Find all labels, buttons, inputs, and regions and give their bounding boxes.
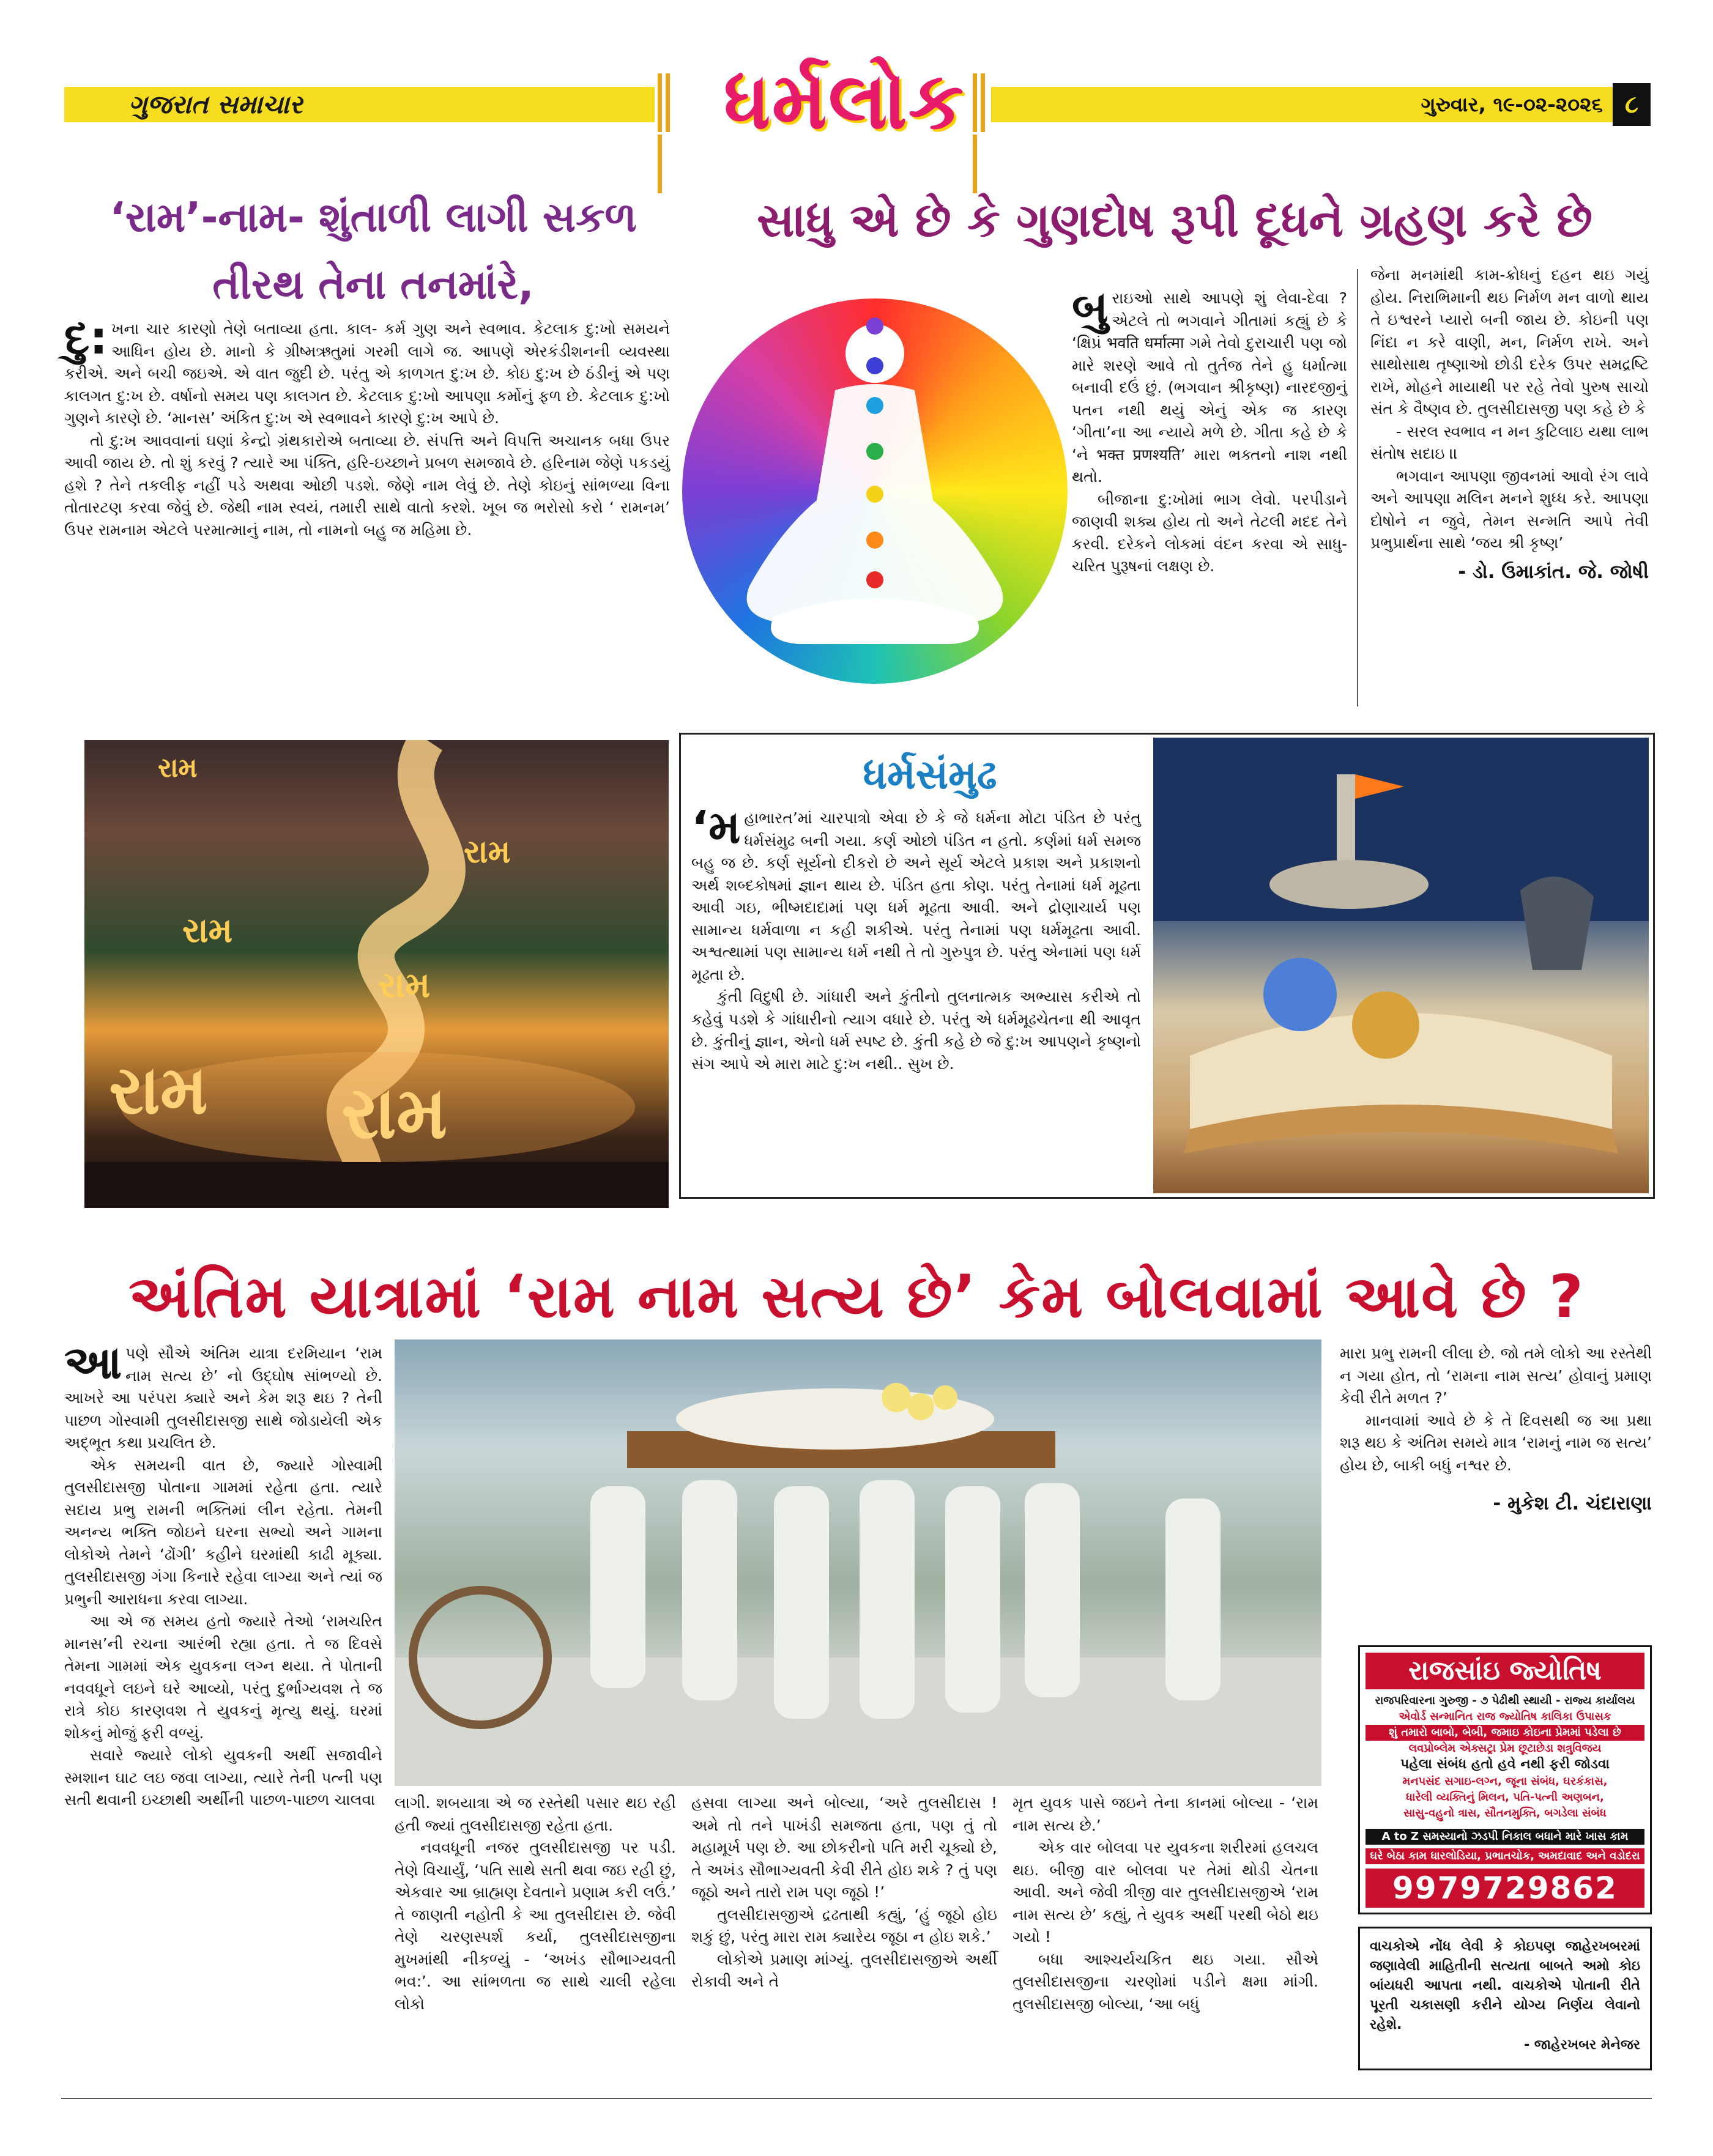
ram-word: રામ [341, 1070, 448, 1155]
notice-text: વાચકોએ નોંધ લેવી કે કોઇપણ જાહેરખબરમાં જણાવેલી માહિતીની સત્યતા બાબતે અમો કોઇ બાંયધરી આપતા નથી. વાચકોએ પોતાની રીતે પૂરતી ચકાસણી કરીને યોગ્ય નિર્ણય લેવાનો રહેશે. [1370, 1939, 1640, 2032]
ram-word: રામ [182, 911, 233, 950]
chariot-book-artwork [1153, 738, 1649, 1193]
ad-line: શું તમારો બાબો, બેબી, જમાઇ કોઇના પ્રેમમાં પડેલા છે [1366, 1725, 1644, 1741]
procession-artwork [395, 1339, 1321, 1786]
ad-line: લવપ્રોબ્લેમ એક્સટ્રા પ્રેમ છૂટાછેડા શત્રુવિજય [1408, 1742, 1602, 1755]
article-antim-col2 [395, 1792, 676, 2015]
article-antim-paragraph: આ એ જ સમય હતો જ્યારે તેઓ ‘રામચરિત માનસ’ની રચના આરંભી રહ્યા હતા. તે જ દિવસે તેમના ગામમાં એક યુવકના લગ્ન થયા. તે પોતાની નવવધૂને લઇને ઘરે આવ્યો, પરંતુ દુર્ભાગ્યવશ તે જ રાત્રે કોઇ કારણવશ તે યુવકનું મૃત્યુ થયું. ઘરમાં શોકનું મોજું ફરી વળ્યું. [64, 1612, 382, 1742]
ram-river-artwork [84, 740, 669, 1208]
article-antim-col5 [1340, 1343, 1652, 1515]
dropcap: આ [64, 1336, 122, 1389]
article-sadhu-col1 [1072, 281, 1347, 578]
article-antim-signature: - મુકેશ ટી. ચંદારાણા [1493, 1492, 1652, 1514]
article-antim-col4 [1013, 1792, 1318, 2015]
ram-river-image [84, 740, 669, 1208]
ram-word: રામ [464, 834, 511, 870]
article-sadhu-signature: - ડો. ઉમાકાંત. જે. જોષી [1458, 560, 1649, 583]
ad-line: સાસુ-વહુનો ત્રાસ, સૌતનમુક્તિ, બગડેલા સંબંધ [1403, 1807, 1607, 1820]
article-antim-paragraph: એક સમયની વાત છે, જ્યારે ગોસ્વામી તુલસીદાસજી પોતાના ગામમાં રહેતા હતા. ત્યારે સદાય પ્રભુ રામની ભક્તિમાં લીન રહેતા. તેમની અનન્ય ભક્તિ જોઇને ઘરના સભ્યો અને ગામના લોકોએ તેમને ‘ઢોંગી’ કહીને ઘરમાંથી કાઢી મૂક્યા. તુલસીદાસજી ગંગા કિનારે રહેવા લાગ્યા અને ત્યાં જ પ્રભુની આરાધના કરવા લાગ્યા. [64, 1456, 382, 1608]
headline-sadhu: સાધુ એ છે કે ગુણદોષ રૂપી દૂધને ગ્રહણ કરે છે [757, 193, 1592, 247]
ad-line: મનપસંદ સગાઇ-લગ્ન, જૂના સંબંધ, ઘરકંકાસ, [1402, 1775, 1608, 1788]
article-antim-paragraph: સવારે જ્યારે લોકો યુવકની અર્થી સજાવીને સ્મશાન ઘાટ લઇ જવા લાગ્યા, ત્યારે તેની પત્ની પણ સતી થવાની ઇચ્છાથી અર્થીની પાછળ-પાછળ ચાલવા [64, 1746, 382, 1809]
article-antim-col1 [64, 1336, 382, 1812]
ad-disclaimer-notice [1358, 1927, 1652, 2070]
ad-phone-number: 9979729862 [1366, 1869, 1644, 1908]
article-antim-col3 [691, 1792, 997, 1993]
article-ram-paragraph: દુ: ખના ચાર કારણો તેણે બતાવ્યા હતા. કાલ- કર્મ ગુણ અને સ્વભાવ. કેટલાક દુ:ખો સમયને આધિન હોય છે. માનો કે ગ્રીષ્મઋતુમાં ગરમી લાગે જ. આપણે એરકંડીશનની વ્યવસ્થા કરીએ. અને બચી જઇએ. એ વાત જુદી છે. પરંતુ એ કાળગત દુ:ખ છે. કોઇ દુ:ખ છે ઠંડીનું એ પણ કાલગત દુ:ખ છે. વર્ષાનો સમય પણ કાલગત છે. કેટલાક દુ:ખો આપણા કર્મોનું ફળ છે. કેટલાક દુ:ખો ગુણને કારણે છે. ‘માનસ’ અંકિત દુ:ખ એ સ્વભાવને કારણે દુ:ખ આપે છે. [64, 312, 670, 427]
article-antim-paragraph: માનવામાં આવે છે કે તે દિવસથી જ આ પ્રથા શરૂ થઇ કે અંતિમ સમયે માત્ર ‘રામનું નામ જ સત્ય’ હોય છે, બાકી બધું નશ્વર છે. [1340, 1411, 1652, 1474]
article-antim-paragraph: આપણે સૌએ અંતિમ યાત્રા દરમિયાન ‘રામ નામ સત્ય છે’ નો ઉદ્ઘોષ સાંભળ્યો છે. આખરે આ પરંપરા ક્યારે અને કેમ શરૂ થઇ ? તેની પાછળ ગોસ્વામી તુલસીદાસજી સાથે જોડાયેલી એક અદ્ભૂત કથા પ્રચલિત છે. [64, 1336, 382, 1451]
article-antim-paragraph: મૃત યુવક પાસે જઇને તેના કાનમાં બોલ્યા - ‘રામ નામ સત્ય છે.’ [1013, 1794, 1318, 1834]
paper-name: ગુજરાત સમાચાર [128, 89, 303, 119]
article-dharmasamudh-paragraph: કુંતી વિદુષી છે. ગાંધારી અને કુંતીનો તુલનાત્મક અભ્યાસ કરીએ તો કહેવું પડશે કે ગાંધારીનો ત્યાગ વધારે છે. પરંતુ એ ધર્મમૂઢચેતના થી આવૃત છે. કુંતીનું જ્ઞાન, એનો ધર્મ સ્પષ્ટ છે. કુંતી કહે છે જે દુ:ખ આપણને કૃષ્ણનો સંગ આપે એ મારા માટે દુ:ખ નથી.. સુખ છે. [691, 988, 1141, 1073]
article-sadhu-paragraph: ભગવાન આપણા જીવનમાં આવો રંગ લાવે અને આપણા મલિન મનને શુધ્ધ કરે. આપણા દોષોને ન જુવે, તેમન સન્મતિ આપે તેવી પ્રભુપ્રાર્થના સાથે ‘જય શ્રી કૃષ્ણ’ [1370, 467, 1649, 552]
notice-signature: - જાહેરખબર મેનેજર [1524, 2037, 1640, 2053]
ram-word: રામ [109, 1051, 208, 1129]
page-number: ૮ [1613, 83, 1651, 126]
headline-ram-naam: ‘રામ’-નામ- શુંતાળી લાગી સકળ તીરથ તેના તનમાંરે, [110, 193, 637, 308]
meditation-figure-icon [682, 298, 1068, 684]
article-sadhu-paragraph: બુરાઇઓ સાથે આપણે શું લેવા-દેવા ? એટલે તો ભગવાને ગીતામાં કહ્યું છે કે ‘ક્ષિપ્રં भवति धर्मात्मा ગમે તેવો દુરાચારી પણ જો મારે શરણે આવે તો તુર્તજ તેને હુ ધર્માત્મા બનાવી દઉં છું. (ભગવાન શ્રીકૃષ્ણ) નારદજીનું પતન નથી થયું એનું એક જ કારણ ‘ગીતા’ના આ ન્યાયે મળે છે. ગીતા કહે છે કે ‘ને भक्त प्रणश्यति’ મારા ભક્તનો નાશ નથી થતો. [1072, 281, 1347, 486]
masthead-divider-right [973, 73, 994, 132]
ad-line: પહેલા સંબંધ હતો હવે નથી ફરી જોડવા [1400, 1757, 1610, 1772]
dharmasamudh-title: ધર્મસંમુઢ [863, 751, 997, 798]
ad-line: એવોર્ડ સન્માનિત રાજ જ્યોતિષ કાલિકા ઉપાસક [1399, 1710, 1611, 1723]
article-sadhu-paragraph: બીજાના દુ:ખોમાં ભાગ લેવો. પરપીડાને જાણવી શક્ય હોય તો અને તેટલી મદદ તેને કરવી. દરેકને લોકમાં વંદન કરવા એ સાધુ-ચરિત પુરૂષનાં લક્ષણ છે. [1072, 490, 1347, 575]
gita-book-chariot-image [1153, 738, 1649, 1193]
article-antim-paragraph: લાગી. શબયાત્રા એ જ રસ્તેથી પસાર થઇ રહી હતી જ્યાં તુલસીદાસજી રહેતા હતા. [395, 1794, 676, 1834]
section-logo: ધર્મલોક [723, 55, 965, 147]
funeral-procession-image [395, 1339, 1321, 1786]
dropcap: બુ [1072, 281, 1109, 334]
article-antim-paragraph: લોકોએ પ્રમાણ માંગ્યું. તુલસીદાસજીએ અર્થી રોકાવી અને તે [691, 1950, 997, 1990]
article-antim-paragraph: તુલસીદાસજીએ દ્રઢતાથી કહ્યું, ‘હું જૂઠો હોઇ શકું છું, પરંતુ મારા રામ ક્યારેય જૂઠા ન હોઇ શકે.’ [691, 1905, 997, 1946]
masthead-divider-left [658, 73, 678, 132]
page-bottom-rule [61, 2098, 1652, 2099]
article-antim-paragraph: એક વાર બોલવા પર યુવકના શરીરમાં હલચલ થઇ. બીજી વાર બોલવા પર તેમાં થોડી ચેતના આવી. અને જેવી ત્રીજી વાર તુલસીદાસજીએ ‘રામ નામ સત્ય છે’ કહ્યું, તે યુવક અર્થી પરથી બેઠો થઇ ગયો ! [1013, 1839, 1318, 1946]
article-dharmasamudh-paragraph: ‘મહાભારત’માં ચારપાત્રો એવા છે કે જે ધર્મના મોટા પંડિત છે પરંતુ ધર્મસંમુઢ બની ગયા. કર્ણ ઓછો પંડિત ન હતો. કર્ણમાં ધર્મ સમજ બહુ જ છે. કર્ણ સૂર્યનો દીકરો છે અને સૂર્ય એટલે પ્રકાશ અને પ્રકાશનો અર્થ શબ્દકોષમાં જ્ઞાન થાય છે. પંડિત હતા કોણ. પરંતુ તેનામાં ધર્મ મૂઢતા આવી ગઇ, ભીષ્મદાદામાં પણ ધર્મ મૂઢતા આવી. અને દ્રોણાચાર્ય પણ સામાન્ય ધર્મવાળા ન કહી શકીએ. પરંતુ તેનામાં પણ ધર્મમૂઢતા આવી. અશ્વત્થામાં પણ સામાન્ય ધર્મ નથી તે તો ગુરુપુત્ર છે. પરંતુ એનામાં પણ ધર્મ મૂઢતા છે. [691, 801, 1141, 984]
article-antim-paragraph: મારા પ્રભુ રામની લીલા છે. જો તમે લોકો આ રસ્તેથી ન ગયા હોત, તો ‘રામના નામ સત્ય’ હોવાનું પ્રમાણ કેવી રીતે મળત ?’ [1340, 1344, 1652, 1407]
ad-line: A to Z સમસ્યાનો ઝડપી નિકાલ બધાને મારે ખાસ કામ [1366, 1829, 1644, 1845]
article-antim-paragraph: નવવધૂની નજર તુલસીદાસજી પર પડી. તેણે વિચાર્યું, ‘પતિ સાથે સતી થવા જઇ રહી છું, એકવાર આ બ્રાહ્મણ દેવતાને પ્રણામ કરી લઉં.’ તે જાણતી નહોતી કે આ તુલસીદાસ છે. જેવી તેણે ચરણસ્પર્શ કર્યા, તુલસીદાસજીના મુખમાંથી નીકળ્યું - ‘અખંડ સૌભાગ્યવતી ભવ:’. આ સાંભળતા જ સાથે ચાલી રહેલા લોકો [395, 1839, 676, 2013]
article-antim-paragraph: હસવા લાગ્યા અને બોલ્યા, ‘અરે તુલસીદાસ ! અમે તો તને પાખંડી સમજતા હતા, પણ તું તો મહામૂર્ખ પણ છે. આ છોકરીનો પતિ મરી ચૂક્યો છે, તે અખંડ સૌભાગ્યવતી કેવી રીતે હોઇ શકે ? તું પણ જૂઠો અને તારો રામ પણ જૂઠો !’ [691, 1794, 997, 1901]
headline-antim-yatra: અંતિમ યાત્રામાં ‘રામ નામ સત્ય છે’ કેમ બોલવામાં આવે છે ? [128, 1262, 1585, 1331]
chakra-meditation-image [682, 298, 1068, 684]
ad-line: રાજપરિવારના ગુરુજી - ૭ પેઢીથી સ્થાયી - રાજ્ય કાર્યાલય [1375, 1694, 1635, 1707]
ram-word: રામ [378, 964, 431, 1006]
article-antim-paragraph: બધા આશ્ચર્યચકિત થઇ ગયા. સૌએ તુલસીદાસજીના ચરણોમાં પડીને ક્ષમા માંગી. તુલસીદાસજી બોલ્યા, ‘આ બધું [1013, 1950, 1318, 2013]
column-divider [1357, 269, 1358, 706]
ram-word: રામ [158, 752, 198, 783]
article-sadhu-paragraph: - સરલ સ્વભાવ ન મન કુટિલાઇ યથા લાભ સંતોષ સદાઇ ।। [1370, 422, 1649, 462]
article-ram-paragraph: તો દુ:ખ આવવાનાં ઘણાં કેન્દ્રો ગ્રંથકારોએ બતાવ્યા છે. સંપત્તિ અને વિપત્તિ અચાનક બધા ઉપર આવી જાય છે. તો શું કરવું ? ત્યારે આ પંક્તિ, હરિ-ઇચ્છાને પ્રબળ સમજાવે છે. હરિનામ જેણે પકડયું હશે ? તેને તકલીફ નહીં પડે અથવા ઓછી પડશે. જેણે નામ લેવું છે. તેણે કોઇનું સાંભળ્યા વિના તોતારટણ કરવા જેવું છે. જેથી નામ સ્વયં, તમારી સાથે વાતો કરશે. ખૂબ જ ભરોસો કરો ‘ રામનમ’ ઉપર રામનામ એટલે પરમાત્માનું નામ, તો નામનો બહુ જ મહિમા છે. [64, 431, 670, 539]
article-sadhu-paragraph: જેના મનમાંથી કામ-ક્રોધનું દહન થઇ ગયું હોય. નિરાભિમાની થઇ નિર્મળ મન વાળો થાય તે ઇશ્વરને પ્યારો બની જાય છે. કોઇની પણ નિંદા ન કરે વાણી, મન, નિર્મળ રાખે. અને સાથોસાથ તૃષ્ણાઓ છોડી દરેક ઉપર સમદ્રષ્ટિ રાખે, મોહને માયાથી પર રહે તેવો પુરુષ સાચો સંત કે વૈષ્ણવ છે. તુલસીદાસજી પણ કહે છે કે [1370, 266, 1649, 418]
ad-line: ઘરે બેઠા કામ ધારલોડિયા, પ્રભાતચોક, અમદાવાદ અને વડોદરા [1366, 1848, 1644, 1864]
ad-brand: રાજસાંઇ જ્યોતિષ [1366, 1653, 1644, 1689]
dropcap: ‘મ [691, 801, 741, 854]
article-sadhu-col2 [1370, 264, 1649, 583]
issue-date: ગુરુવાર, ૧૯-૦૨-૨૦૨૬ [1421, 92, 1603, 116]
article-ram-body [64, 312, 670, 541]
ad-line: ધારેલી વ્યક્તિનું મિલન, પતિ-પત્ની અણબન, [1406, 1791, 1604, 1804]
article-dharmasamudh-body [691, 801, 1141, 1075]
dropcap: દુ: [64, 312, 108, 365]
